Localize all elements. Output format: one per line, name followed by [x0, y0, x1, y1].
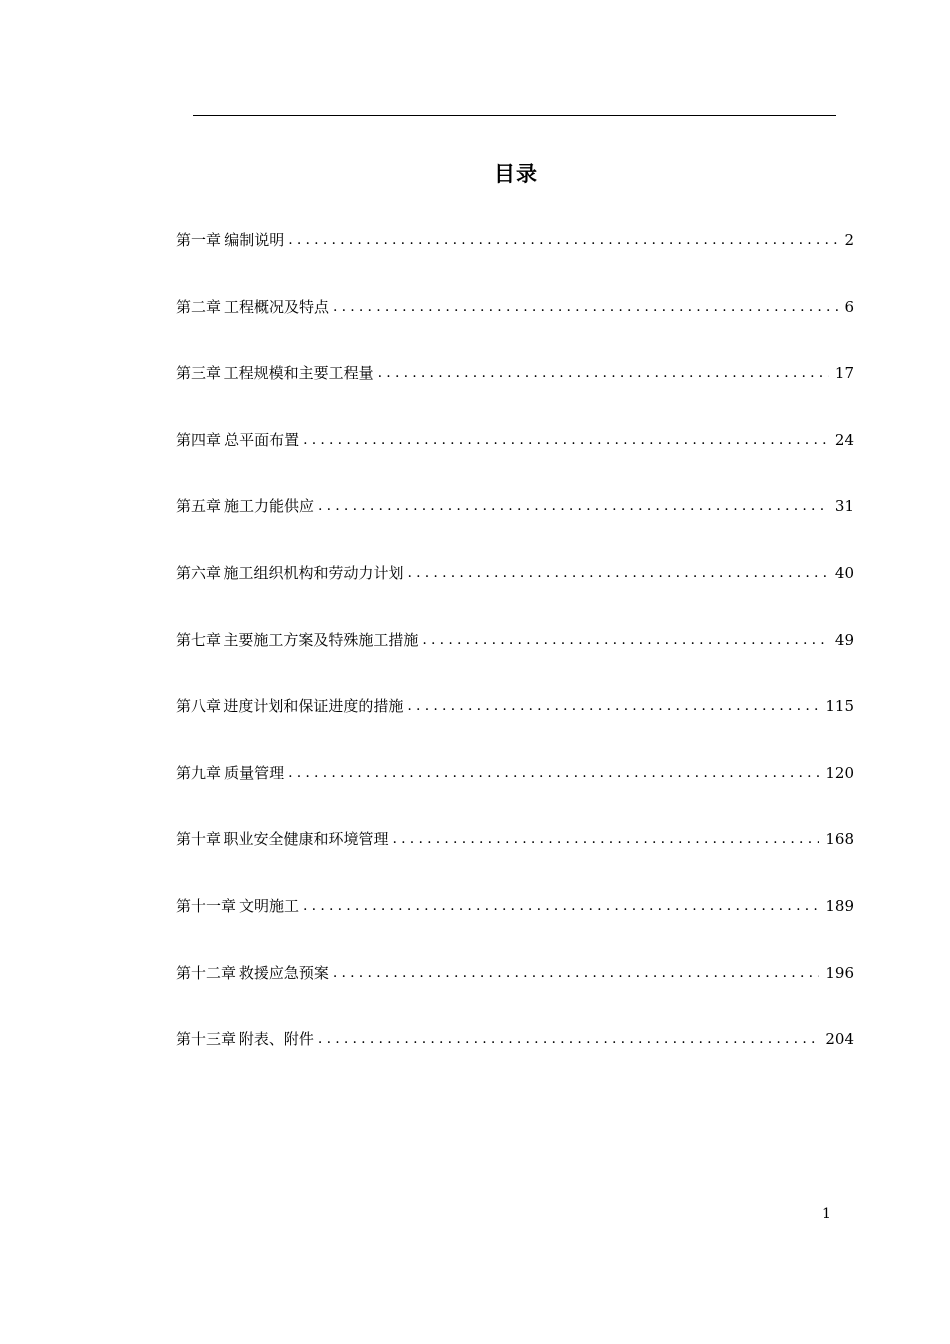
toc-chapter-heading: 施工力能供应 [223, 497, 314, 516]
toc-chapter-number: 第三章 [176, 364, 222, 383]
toc-chapter-heading: 主要施工方案及特殊施工措施 [223, 630, 419, 649]
toc-page-number: 168 [825, 830, 854, 849]
toc-entry[interactable] [176, 428, 854, 495]
toc-dot-leader [333, 295, 839, 319]
toc-chapter-heading: 职业安全健康和环境管理 [223, 830, 389, 849]
toc-chapter-heading: 工程概况及特点 [223, 297, 329, 316]
toc-entry[interactable] [176, 561, 854, 628]
toc-page-number: 17 [834, 364, 854, 383]
toc-chapter-number: 第五章 [176, 497, 222, 516]
toc-chapter-heading: 工程规模和主要工程量 [223, 364, 374, 383]
toc-entry[interactable] [176, 1027, 854, 1094]
toc-dot-leader [288, 228, 838, 252]
toc-dot-leader [288, 761, 819, 785]
header-rule [193, 115, 836, 116]
toc-entry[interactable] [176, 894, 854, 961]
toc-page-number: 6 [844, 297, 854, 316]
toc-chapter-heading: 救援应急预案 [238, 963, 329, 982]
table-of-contents [176, 228, 854, 1094]
toc-chapter-number: 第十一章 [176, 896, 237, 915]
toc-dot-leader [333, 961, 820, 985]
toc-entry[interactable] [176, 827, 854, 894]
toc-entry[interactable] [176, 228, 854, 295]
toc-dot-leader [393, 827, 820, 851]
toc-dot-leader [318, 494, 829, 518]
toc-chapter-number: 第四章 [176, 430, 222, 449]
toc-entry[interactable] [176, 494, 854, 561]
toc-chapter-number: 第八章 [176, 697, 222, 716]
toc-page-number: 196 [825, 963, 854, 982]
toc-dot-leader [303, 894, 819, 918]
toc-chapter-number: 第十三章 [176, 1030, 237, 1049]
toc-entry[interactable] [176, 361, 854, 428]
toc-entry[interactable] [176, 628, 854, 695]
toc-page-number: 2 [844, 231, 854, 249]
toc-chapter-heading: 总平面布置 [224, 430, 300, 449]
toc-chapter-number: 第一章 [176, 231, 222, 249]
toc-chapter-heading: 附表、附件 [238, 1030, 314, 1049]
toc-dot-leader [407, 561, 828, 585]
toc-page-number: 204 [825, 1030, 854, 1049]
toc-chapter-heading: 文明施工 [239, 896, 300, 915]
toc-page-number: 24 [834, 430, 854, 449]
toc-page-number: 49 [834, 630, 854, 649]
toc-chapter-number: 第十二章 [176, 963, 237, 982]
toc-page-number: 115 [825, 697, 854, 716]
toc-chapter-number: 第六章 [176, 563, 222, 582]
toc-chapter-number: 第二章 [176, 297, 222, 316]
toc-chapter-heading: 质量管理 [224, 763, 285, 782]
toc-chapter-heading: 编制说明 [224, 231, 285, 249]
toc-dot-leader [318, 1027, 819, 1051]
toc-dot-leader [303, 428, 829, 452]
toc-chapter-heading: 施工组织机构和劳动力计划 [223, 563, 404, 582]
toc-chapter-number: 第七章 [176, 630, 222, 649]
toc-page-number: 189 [825, 896, 854, 915]
toc-page-number: 31 [834, 497, 854, 516]
toc-dot-leader [378, 361, 829, 385]
toc-chapter-number: 第九章 [176, 763, 222, 782]
toc-page-number: 120 [825, 763, 854, 782]
toc-entry[interactable] [176, 961, 854, 1028]
toc-dot-leader [422, 628, 829, 652]
toc-dot-leader [407, 694, 819, 718]
page-number: 1 [822, 1206, 831, 1222]
toc-chapter-heading: 进度计划和保证进度的措施 [223, 697, 404, 716]
toc-title: 目录 [494, 162, 538, 186]
toc-entry[interactable] [176, 295, 854, 362]
toc-entry[interactable] [176, 694, 854, 761]
toc-page-number: 40 [834, 563, 854, 582]
toc-chapter-number: 第十章 [176, 830, 222, 849]
toc-entry[interactable] [176, 761, 854, 828]
